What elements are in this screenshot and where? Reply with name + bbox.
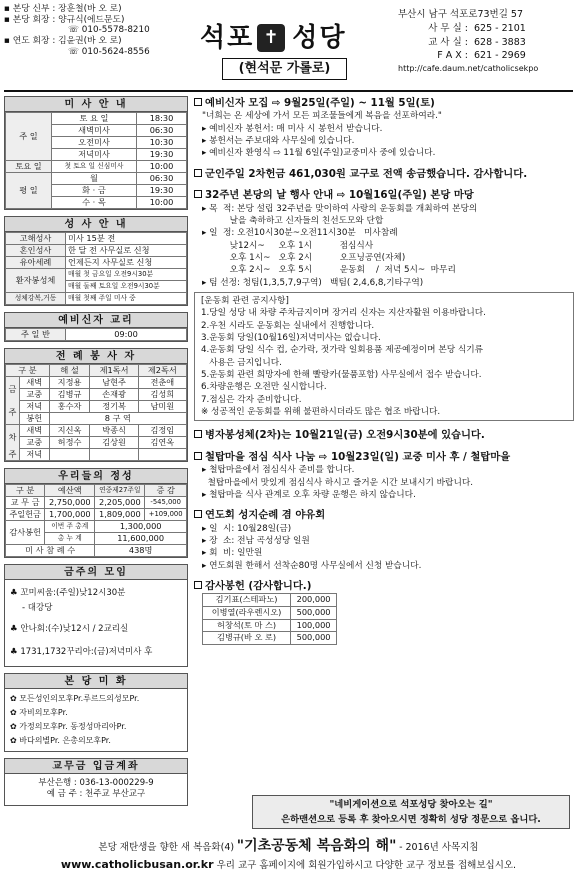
president-phone: ☏ 010-5578-8210 (68, 25, 150, 36)
sacrament-table (5, 232, 187, 305)
list-item: ✿ 자비의모후Pr. (10, 707, 68, 717)
table-row: 미 사 참 례 수 438명 (6, 545, 187, 557)
table-row: 구 분 해 설 제1독서 제2독서 (6, 365, 187, 377)
header-divider (4, 90, 573, 92)
table-row: 화 · 금 19:30 (6, 185, 187, 197)
footer-motto: 본당 재탄생을 향한 새 복음화(4) "기초공동체 복음화의 해" - 2016년 사목지침 (98, 838, 479, 854)
mass-table (5, 112, 187, 209)
flower-icon: ✿ (10, 707, 17, 717)
praesidium-box (4, 673, 188, 752)
table-row: 주일헌금 1,700,000 1,809,000 +109,000 (6, 509, 187, 521)
header-right-info (398, 8, 573, 75)
notice-pilgrimage: 연도회 성지순례 겸 야유회 ▸ 일 시: 10월28일(금) ▸ 장 소: 전남 곡성성당 일원 ▸ 회 비: 일만원 ▸ 연도회원 한해서 선착순80명 사무실에서 신청 받습니다. (194, 508, 574, 572)
mass-schedule-title: 미 사 안 내 (5, 97, 187, 112)
patron-subtitle: (현석문 가롤로) (222, 58, 347, 80)
club-icon: ♣ (10, 623, 18, 634)
yeondo-phone: ☏ 010-5624-8556 (68, 46, 150, 57)
left-column (4, 96, 188, 836)
table-row: 교중 허정수 김상원 김연옥 (6, 437, 187, 449)
table-row: 저녁미사 19:30 (6, 149, 187, 161)
table-row: 주 일 토 요 일 18:30 (6, 113, 187, 125)
header-left-info (4, 4, 174, 58)
notice-village-lunch: 철탑마을 점심 식사 나눔 ⇨ 10월23일(일) 교중 미사 후 / 철탑마을 ▸ 철탑마을에서 점심식사 준비를 합니다. 철탑마을에서 맛있게 점심식사 하시고 즐거운 시간 보내시기 바랍니다. ▸ 철탑마을 식사 관계로 오후 차량 운행은 하지 않습니다. (194, 450, 574, 501)
square-bullet-icon (194, 98, 202, 106)
offering-table (5, 484, 187, 557)
sacrament-box (4, 216, 188, 306)
account-box (4, 758, 188, 807)
bank-account: 부산은행 : 036-13-000229-9 (38, 777, 154, 788)
church-title: 석포 성당 (200, 23, 347, 53)
offering-title: 우리들의 정성 (5, 469, 187, 484)
table-row: 유아세례 언제든지 사무실로 신청 (6, 257, 187, 269)
table-row: 환자봉성체 매월 첫 금요일 오전9시30분 (6, 269, 187, 281)
footer-website: www.catholicbusan.or.kr 우리 교구 홈페이지에 회원가입하시고 다양한 교구 정보를 접해보십시오. (60, 858, 517, 871)
president-line: ▪ 본당 회장 : 양규식(에드문도) (4, 14, 125, 25)
table-row: 주 일 반 09:00 (6, 329, 187, 341)
table-row: 구 분 예산액 연중제27주일 증 감 (6, 485, 187, 497)
table-row: 김기표(스테파노) 200,000 (203, 594, 337, 607)
table-row: 김병규(바 오 로) 500,000 (203, 632, 337, 645)
notice-parish-day: 32주년 본당의 날 행사 안내 ⇨ 10월16일(주일) 본당 마당 ▸ 목 적: 본당 설립 32주년을 맞이하여 사랑의 운동회를 개최하여 본당의 날을 축하하고 신자들의 친선도모와 단합 ▸ 일 정: 오전10시30분~오전11시30분 미사참례 낮12시~ 오후 1시 점심식사 오후 1시~ 오후 2시 오프닝공연(자체) 오후 2시~ 오후 5시 운동회 / 저녁 5시~ 마무리 ▸ 팀 선정: 청팀(1,3,5,7,9구역) 백팀( 2,4,6,8,기타구역) [운동회 관련 공지사항] 1.당일 성당 내 차량 주차금지이며 장거리 신자는 지산자활원 이용바랍니다. 2.우천 시라도 운동회는 실내에서 진행합니다. 3.운동회 당일(10월16일)저녁미사는 없습니다. 4.운동회 당일 식수 컵, 순가락, 젓가락 일회용품 제공예정이며 본당 식기류 사용은 금지입니다. 5.운동회 관련 희망자에 한해 빨랑카(물품포함) 사무실에서 접수 받습니다. 6.차량운행은 오전만 실시합니다. 7.점심은 각자 준비합니다. ※ 성공적인 운동회를 위해 불편하시더라도 많은 협조 바랍니다. (194, 188, 574, 421)
notice-sick-communion: 병자봉성체(2차)는 10월21일(금) 오전9시30분에 있습니다. (194, 428, 574, 442)
table-row: 오전미사 10:30 (6, 137, 187, 149)
diocese-url[interactable]: www.catholicbusan.or.kr (60, 858, 214, 871)
account-title: 교무금 입금계좌 (5, 759, 187, 774)
contact-office: 사 무 실 : 625 - 2101 (428, 22, 526, 34)
address: 부산시 남구 석포로73번길 57 (398, 9, 524, 20)
square-bullet-icon (194, 190, 202, 198)
sacrament-title: 성 사 안 내 (5, 217, 187, 232)
square-bullet-icon (194, 581, 202, 589)
table-row: 주 저녁 (6, 449, 187, 461)
account-holder: 예 금 주 : 천주교 부산교구 (46, 789, 146, 800)
flower-icon: ✿ (10, 693, 17, 703)
notice-military-sunday: 군인주일 2차헌금 461,030원 교구로 전액 송금했습니다. 감사합니다. (194, 167, 574, 181)
catechism-title: 예비신자 교리 (5, 313, 187, 328)
square-bullet-icon (194, 169, 202, 177)
table-row: 금 새벽 지정용 남현주 전춘애 (6, 377, 187, 389)
square-bullet-icon (194, 430, 202, 438)
table-row: 봉헌 8 구 역 (6, 413, 187, 425)
table-row: 수 · 목 10:00 (6, 197, 187, 209)
list-item: ✿ 가정의모후Pr. 동정성마리아Pr. (10, 721, 127, 731)
contact-teacher: 교 사 실 : 628 - 3883 (428, 36, 526, 48)
gatherings-box: 금주의 모임 ♣ 꼬미씨움:(주일)낮12시30분 - 대강당 ♣ 안나회:(수)낮12시 / 2교리실 ♣ 1731,1732꾸리아:(금)저녁미사 후 (4, 564, 188, 667)
list-item: ✿ 모든성인의모후Pr.루르드의성모Pr. (10, 693, 140, 703)
table-row: 토요 일 첫 토요 일 신심미사 10:00 (6, 161, 187, 173)
mass-schedule-box (4, 96, 188, 210)
pastor-line: ▪ 본당 신부 : 장훈철(바 오 로) (4, 4, 122, 14)
list-item: ✿ 바다의별Pr. 은총의모후Pr. (10, 735, 111, 745)
table-row: 감사봉헌 이번 주 총계 1,300,000 (6, 521, 187, 533)
table-row: 이병열(라우렌시오) 500,000 (203, 607, 337, 620)
list-item: ♣ 1731,1732꾸리아:(금)저녁미사 후 (10, 646, 153, 657)
yeondo-line: ▪ 연도 회장 : 김윤권(바 오 로) (4, 36, 122, 47)
club-icon: ♣ (10, 646, 18, 657)
table-row: 차 새벽 지신옥 박종식 김정임 (6, 425, 187, 437)
flower-icon: ✿ (10, 735, 17, 745)
praesidium-title: 본 당 미 화 (5, 674, 187, 689)
thanks-offering-table (202, 593, 337, 645)
table-row: 혼인성사 한 달 전 사무실로 신청 (6, 245, 187, 257)
table-row: 새벽미사 06:30 (6, 125, 187, 137)
sports-day-notice-box: [운동회 관련 공지사항] 1.당일 성당 내 차량 주차금지이며 장거리 신자는 지산자활원 이용바랍니다. 2.우천 시라도 운동회는 실내에서 진행합니다. 3.운동회 당일(10월16일)저녁미사는 없습니다. 4.운동회 당일 식수 컵, 순가락, 젓가락 일회용품 제공예정이며 본당 식기류 사용은 금지입니다. 5.운동회 관련 희망자에 한해 빨랑카(물품포함) 사무실에서 접수 받습니다. 6.차량운행은 오전만 실시합니다. 7.점심은 각자 준비합니다. ※ 성공적인 운동회를 위해 불편하시더라도 많은 협조 바랍니다. (194, 292, 574, 421)
catechism-table (5, 328, 187, 341)
server-box (4, 348, 188, 462)
table-row: 주 저녁 홍수자 정기복 남미원 (6, 401, 187, 413)
offering-box (4, 468, 188, 558)
cafe-url[interactable]: http://cafe.daum.net/catholicsekpo (398, 64, 539, 74)
table-row: 고해성사 미사 15분 전 (6, 233, 187, 245)
gatherings-title: 금주의 모임 (5, 565, 187, 580)
table-row: 총 누 계 11,600,000 (6, 533, 187, 545)
table-row: 교 무 금 2,750,000 2,205,000 -545,000 (6, 497, 187, 509)
notices-column (194, 96, 574, 652)
navigation-guide-box: "네비게이션으로 석포성당 찾아오는 길" 은하맨션으로 등록 후 찾아오시면 정확히 성당 정문으로 옵니다. (252, 795, 570, 829)
server-title: 전 례 봉 사 자 (5, 349, 187, 364)
square-bullet-icon (194, 452, 202, 460)
list-item: ♣ 꼬미씨움:(주일)낮12시30분 (10, 588, 126, 598)
catechism-box (4, 312, 188, 342)
server-table (5, 364, 187, 461)
list-item: ♣ 안나회:(수)낮12시 / 2교리실 (10, 623, 129, 634)
contact-fax: F A X : 621 - 2969 (437, 50, 526, 62)
square-bullet-icon (194, 510, 202, 518)
table-row: 허창석(토 마 스) 100,000 (203, 619, 337, 632)
table-row: 평 일 월 06:30 (6, 173, 187, 185)
table-row: 교중 김병규 손재광 김성희 (6, 389, 187, 401)
table-row: 매월 둘째 토요일 오전9시30분 (6, 281, 187, 293)
cross-logo-icon: ✝ (257, 24, 285, 52)
notice-catechumen: 예비신자 모집 ⇨ 9월25일(주일) ~ 11월 5일(토) "너희는 온 세상에 가서 모든 피조물들에게 복음을 선포하여라." ▸ 예비신자 봉헌서: 매 미사 시 봉헌서 받습니다. ▸ 봉헌서는 주보대와 사무실에 있습니다. ▸ 예비신자 환영식 ⇨ 11월 6일(주일)교중미사 중에 있습니다. (194, 96, 574, 160)
club-icon: ♣ (10, 588, 18, 598)
notice-thanks-offering: 감사봉헌 (감사합니다.) 김기표(스테파노) 200,000 이병열(라우렌시오) 500,000 허창석(토 마 스) 100,000 김병규(바 오 로) 500,000 (194, 579, 574, 645)
table-row: 성체강복,거동 매월 첫째 주일 미사 중 (6, 293, 187, 305)
flower-icon: ✿ (10, 721, 17, 731)
